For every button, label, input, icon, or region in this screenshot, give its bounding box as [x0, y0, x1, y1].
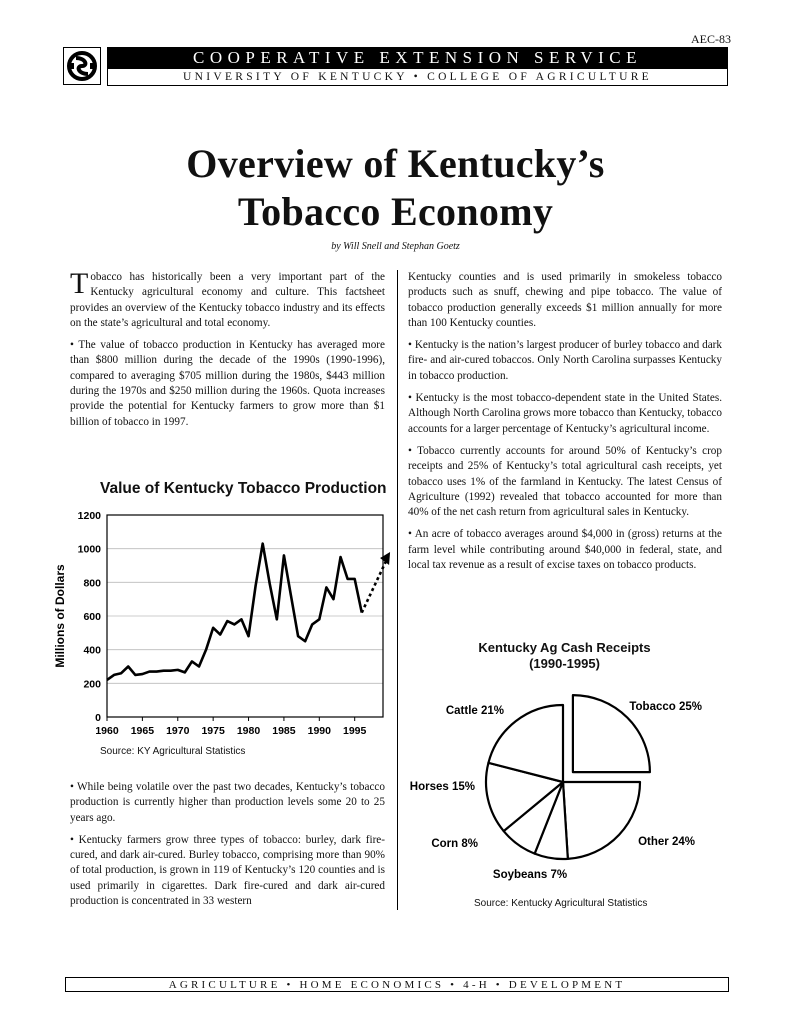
pie-slice-label: Cattle 21% — [445, 705, 504, 717]
y-tick-label: 400 — [83, 644, 101, 657]
x-tick-label: 1970 — [166, 725, 190, 737]
byline: by Will Snell and Stephan Goetz — [331, 241, 460, 252]
pie-title-line-2: (1990-1995) — [529, 656, 600, 671]
x-tick-label: 1995 — [343, 725, 367, 737]
x-tick-label: 1965 — [130, 725, 155, 737]
pie-slice — [563, 782, 640, 859]
left-column — [70, 267, 385, 437]
pie-slice-label: Tobacco 25% — [629, 701, 702, 713]
university-banner: UNIVERSITY OF KENTUCKY • COLLEGE OF AGRICULTURE — [107, 69, 728, 86]
paragraph: • Kentucky is the nation’s largest producer of burley tobacco and dark fire- and air-cured tobaccos. Only North Carolina surpasses Kentucky in tobacco production. — [408, 339, 722, 382]
paragraph: • While being volatile over the past two decades, Kentucky’s tobacco production is currently higher than production levels some 20 to 25 years ago. — [70, 781, 385, 824]
pie-slice-label: Horses 15% — [409, 781, 475, 793]
pie-chart-source: Source: Kentucky Agricultural Statistics — [474, 898, 648, 909]
line-chart — [50, 505, 395, 765]
paragraph: Kentucky counties and is used primarily in smokeless tobacco products such as snuff, chewing and pipe tobacco. The value of tobacco production generally exceeds $1 million annually for more than 100 Kentucky counties. — [408, 271, 722, 329]
paragraph: • Kentucky farmers grow three types of tobacco: burley, dark fire-cured, and dark air-cured. Burley tobacco, comprising more than 90% of total production, is grown in 119 of Kentucky’s 120 counties and is used primarily in cigarettes. Dark fire-cured and dark air-cured production is concentrated in 33 western — [70, 833, 385, 908]
y-axis-label: Millions of Dollars — [53, 564, 67, 668]
pie-slice-label: Other 24% — [638, 836, 695, 848]
ces-logo-icon — [63, 47, 101, 85]
x-tick-label: 1975 — [201, 725, 225, 737]
x-tick-label: 1980 — [236, 725, 261, 737]
drop-cap: T — [70, 267, 89, 300]
footer-banner: AGRICULTURE • HOME ECONOMICS • 4-H • DEVELOPMENT — [65, 977, 729, 992]
series-line — [107, 544, 362, 680]
pie-title-line-1: Kentucky Ag Cash Receipts — [478, 640, 651, 655]
y-tick-label: 0 — [95, 712, 101, 724]
column-divider — [397, 270, 398, 910]
paragraph: • Kentucky is the most tobacco-dependent state in the United States. Although North Carolina grows more tobacco than Kentucky, tobacco accounts for a larger percentage of Kentucky’s agricultural income. — [408, 392, 722, 435]
line-chart-title: Value of Kentucky Tobacco Production — [100, 480, 387, 497]
y-tick-label: 1200 — [77, 510, 101, 522]
y-tick-label: 600 — [83, 611, 101, 623]
x-tick-label: 1985 — [272, 725, 296, 737]
y-tick-label: 800 — [83, 577, 101, 590]
title-line-1: Overview of Kentucky’s — [186, 141, 605, 186]
page-title — [0, 140, 791, 236]
title-line-2: Tobacco Economy — [237, 189, 554, 234]
pie-chart-title — [407, 640, 722, 672]
y-tick-label: 1000 — [77, 543, 101, 556]
intro-paragraph — [70, 267, 385, 331]
intro-text: obacco has historically been a very important part of the Kentucky agricultural economy and culture. This factsheet provides an overview of the Kentucky tobacco industry and its effects on the state’s agricultural and total economy. — [70, 271, 385, 329]
left-column-lower — [70, 780, 385, 916]
document-id: AEC-83 — [691, 32, 731, 46]
line-chart-source: Source: KY Agricultural Statistics — [100, 746, 246, 757]
pie-slice-label: Soybeans 7% — [492, 869, 568, 881]
extension-service-banner: COOPERATIVE EXTENSION SERVICE — [107, 47, 728, 69]
paragraph: • Tobacco currently accounts for around 50% of Kentucky’s crop receipts and 25% of Kentucky’s total agricultural cash receipts, yet tobacco uses 1% of the farmland in Kentucky. The latest Census of Agriculture (1992) revealed that tobacco accounted for more than 40% of the net cash return from agricultural sales in Kentucky. — [408, 444, 722, 519]
x-tick-label: 1990 — [307, 725, 331, 737]
x-tick-label: 1960 — [95, 725, 119, 737]
masthead — [63, 47, 728, 87]
pie-slice-label: Corn 8% — [431, 838, 478, 850]
paragraph: • An acre of tobacco averages around $4,000 in (gross) returns at the farm level while contributing around $40,000 in federal, state, and local tax revenue as a result of excise taxes on tobacco products. — [408, 528, 722, 572]
pie-chart — [400, 680, 730, 895]
right-column — [408, 270, 722, 580]
paragraph: • The value of tobacco production in Kentucky has averaged more than $800 million during the decade of the 1990s (1990-1996), compared to averaging $705 million during the 1980s, $443 million during the 1970s and $250 million during the 1960s. Quota increases provide the potential for Kentucky farmers to grow more than $1 billion of tobacco in 1997. — [70, 339, 385, 428]
y-tick-label: 200 — [83, 678, 101, 691]
